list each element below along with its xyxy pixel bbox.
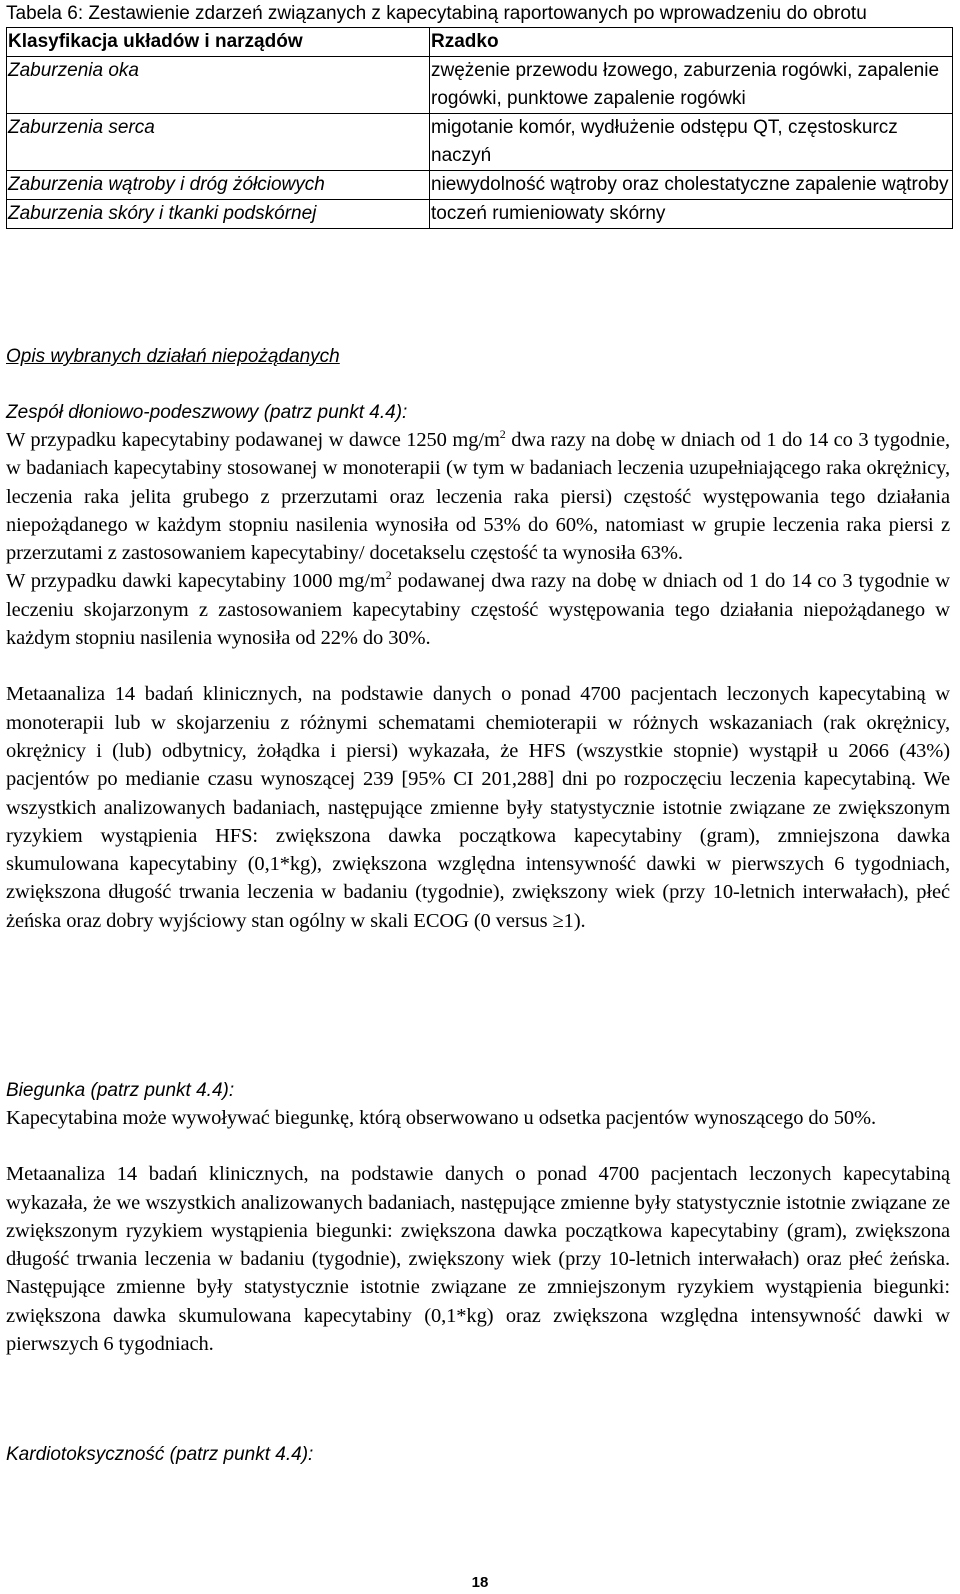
row-class-cell: Zaburzenia wątroby i dróg żółciowych xyxy=(7,171,430,200)
table-row xyxy=(7,114,953,143)
table-header-row xyxy=(7,28,953,57)
diarrhea-paragraph-2: Metaanaliza 14 badań klinicznych, na podstawie danych o ponad 4700 pacjentach leczonych kapecytabiną wykazała, że we wszystkich analizowanych badaniach, następujące zmienne były statystycznie istotnie związane ze zwiększonym ryzykiem wystąpienia biegunki: zwiększona dawka początkowa kapecytabiny (gram), zwiększona długość trwania leczenia w badaniu (tygodnie), zwiększony wiek (przy 10-letnich interwałach) oraz płeć żeńska. Następujące zmienne były statystycznie istotnie związane ze zmniejszonym ryzykiem wystąpienia biegunki: zwiększona dawka skumulowana kapecytabiny (0,1*kg) oraz zwiększona względna intensywność dawki w pierwszych 6 tygodniach. xyxy=(6,1163,950,1356)
cardio-heading: Kardiotoksyczność (patrz punkt 4.4): xyxy=(6,1444,314,1465)
row-class-cell: Zaburzenia serca xyxy=(7,114,430,171)
table-row xyxy=(7,171,953,200)
row-class-cell: Zaburzenia skóry i tkanki podskórnej xyxy=(7,200,430,229)
row-event-cell: zwężenie przewodu łzowego, zaburzenia rogówki, zapalenie rogówki, punktowe zapalenie rogówki xyxy=(430,57,953,114)
diarrhea-heading: Biegunka (patrz punkt 4.4): xyxy=(6,1080,235,1101)
diarrhea-paragraph-1: Kapecytabina może wywoływać biegunkę, którą obserwowano u odsetka pacjentów wynoszącego do 50%. xyxy=(6,1107,877,1129)
hfs-section xyxy=(6,399,950,935)
row-event-cell: toczeń rumieniowaty skórny xyxy=(430,200,953,229)
header-classification: Klasyfikacja układów i narządów xyxy=(7,28,430,57)
table-row xyxy=(7,200,953,229)
row-event-cell: migotanie komór, wydłużenie odstępu QT, częstoskurcz xyxy=(430,114,953,143)
hfs-paragraph-2: W przypadku dawki kapecytabiny 1000 $mg/m^2$ podawanej dwa razy na dobę w dniach od 1 do 14 co 3 tygodnie w leczeniu skojarzonym z zastosowaniem kapecytabiny częstość występowania tego działania niepożądanego w każdym stopniu nasilenia wynosiła od 22% do 30%. xyxy=(6,568,950,650)
table-caption: Tabela 6: Zestawienie zdarzeń związanych z kapecytabiną raportowanych po wprowadzeniu do obrotu xyxy=(6,3,867,24)
row-event-cell: naczyń xyxy=(430,142,953,171)
document-page xyxy=(6,0,954,1591)
table-row xyxy=(7,57,953,114)
hfs-heading: Zespół dłoniowo-podeszwowy (patrz punkt 4.4): xyxy=(6,402,408,423)
header-frequency: Rzadko xyxy=(430,28,953,57)
page-number: 18 xyxy=(471,1574,489,1591)
hfs-paragraph-1: W przypadku kapecytabiny podawanej w dawce 1250 $mg/m^2$ dwa razy na dobę w dniach od 1 do 14 co 3 tygodnie, w badaniach kapecytabiny stosowanej w monoterapii (w tym w badaniach leczenia uzupełniającego raka okrężnicy, leczenia raka jelita grubego z przerzutami oraz leczenia raka piersi) częstość występowania tego działania niepożądanego w każdym stopniu nasilenia wynosiła od 53% do 60%, natomiast w grupie leczenia raka piersi z przerzutami z zastosowaniem kapecytabiny/ docetakselu częstość ta wynosiła 63%. xyxy=(6,427,950,565)
row-class-cell: Zaburzenia oka xyxy=(7,57,430,114)
cardio-section xyxy=(6,1441,950,1468)
row-event-cell: niewydolność wątroby oraz cholestatyczne zapalenie wątroby xyxy=(430,171,953,200)
adverse-events-table xyxy=(6,27,953,229)
diarrhea-section xyxy=(6,1077,950,1358)
hfs-paragraph-3: Metaanaliza 14 badań klinicznych, na podstawie danych o ponad 4700 pacjentach leczonych kapecytabiną w monoterapii lub w skojarzeniu z różnymi schematami chemioterapii w różnych wskazaniach (rak okrężnicy, okrężnicy i (lub) odbytnicy, żołądka i piersi) wykazała, że HFS (wszystkie stopnie) wystąpił u 2066 (43%) pacjentów po medianie czasu wynoszącej 239 [95% CI 201,288] dni po rozpoczęciu leczenia kapecytabiną. We wszystkich analizowanych badaniach, następujące zmienne były statystycznie istotnie związane ze zwiększonym ryzykiem wystąpienia HFS: zwiększona dawka początkowa kapecytabiny (gram), zmniejszona dawka skumulowana kapecytabiny (0,1*kg), zwiększona względna intensywność dawki w pierwszych 6 tygodniach, zwiększona długość trwania leczenia w badaniu (tygodnie), zwiększony wiek (przy 10-letnich interwałach), płeć żeńska oraz dobry wyjściowy stan ogólny w skali ECOG (0 versus ≥1). xyxy=(6,683,950,932)
section-title: Opis wybranych działań niepożądanych xyxy=(6,346,340,367)
